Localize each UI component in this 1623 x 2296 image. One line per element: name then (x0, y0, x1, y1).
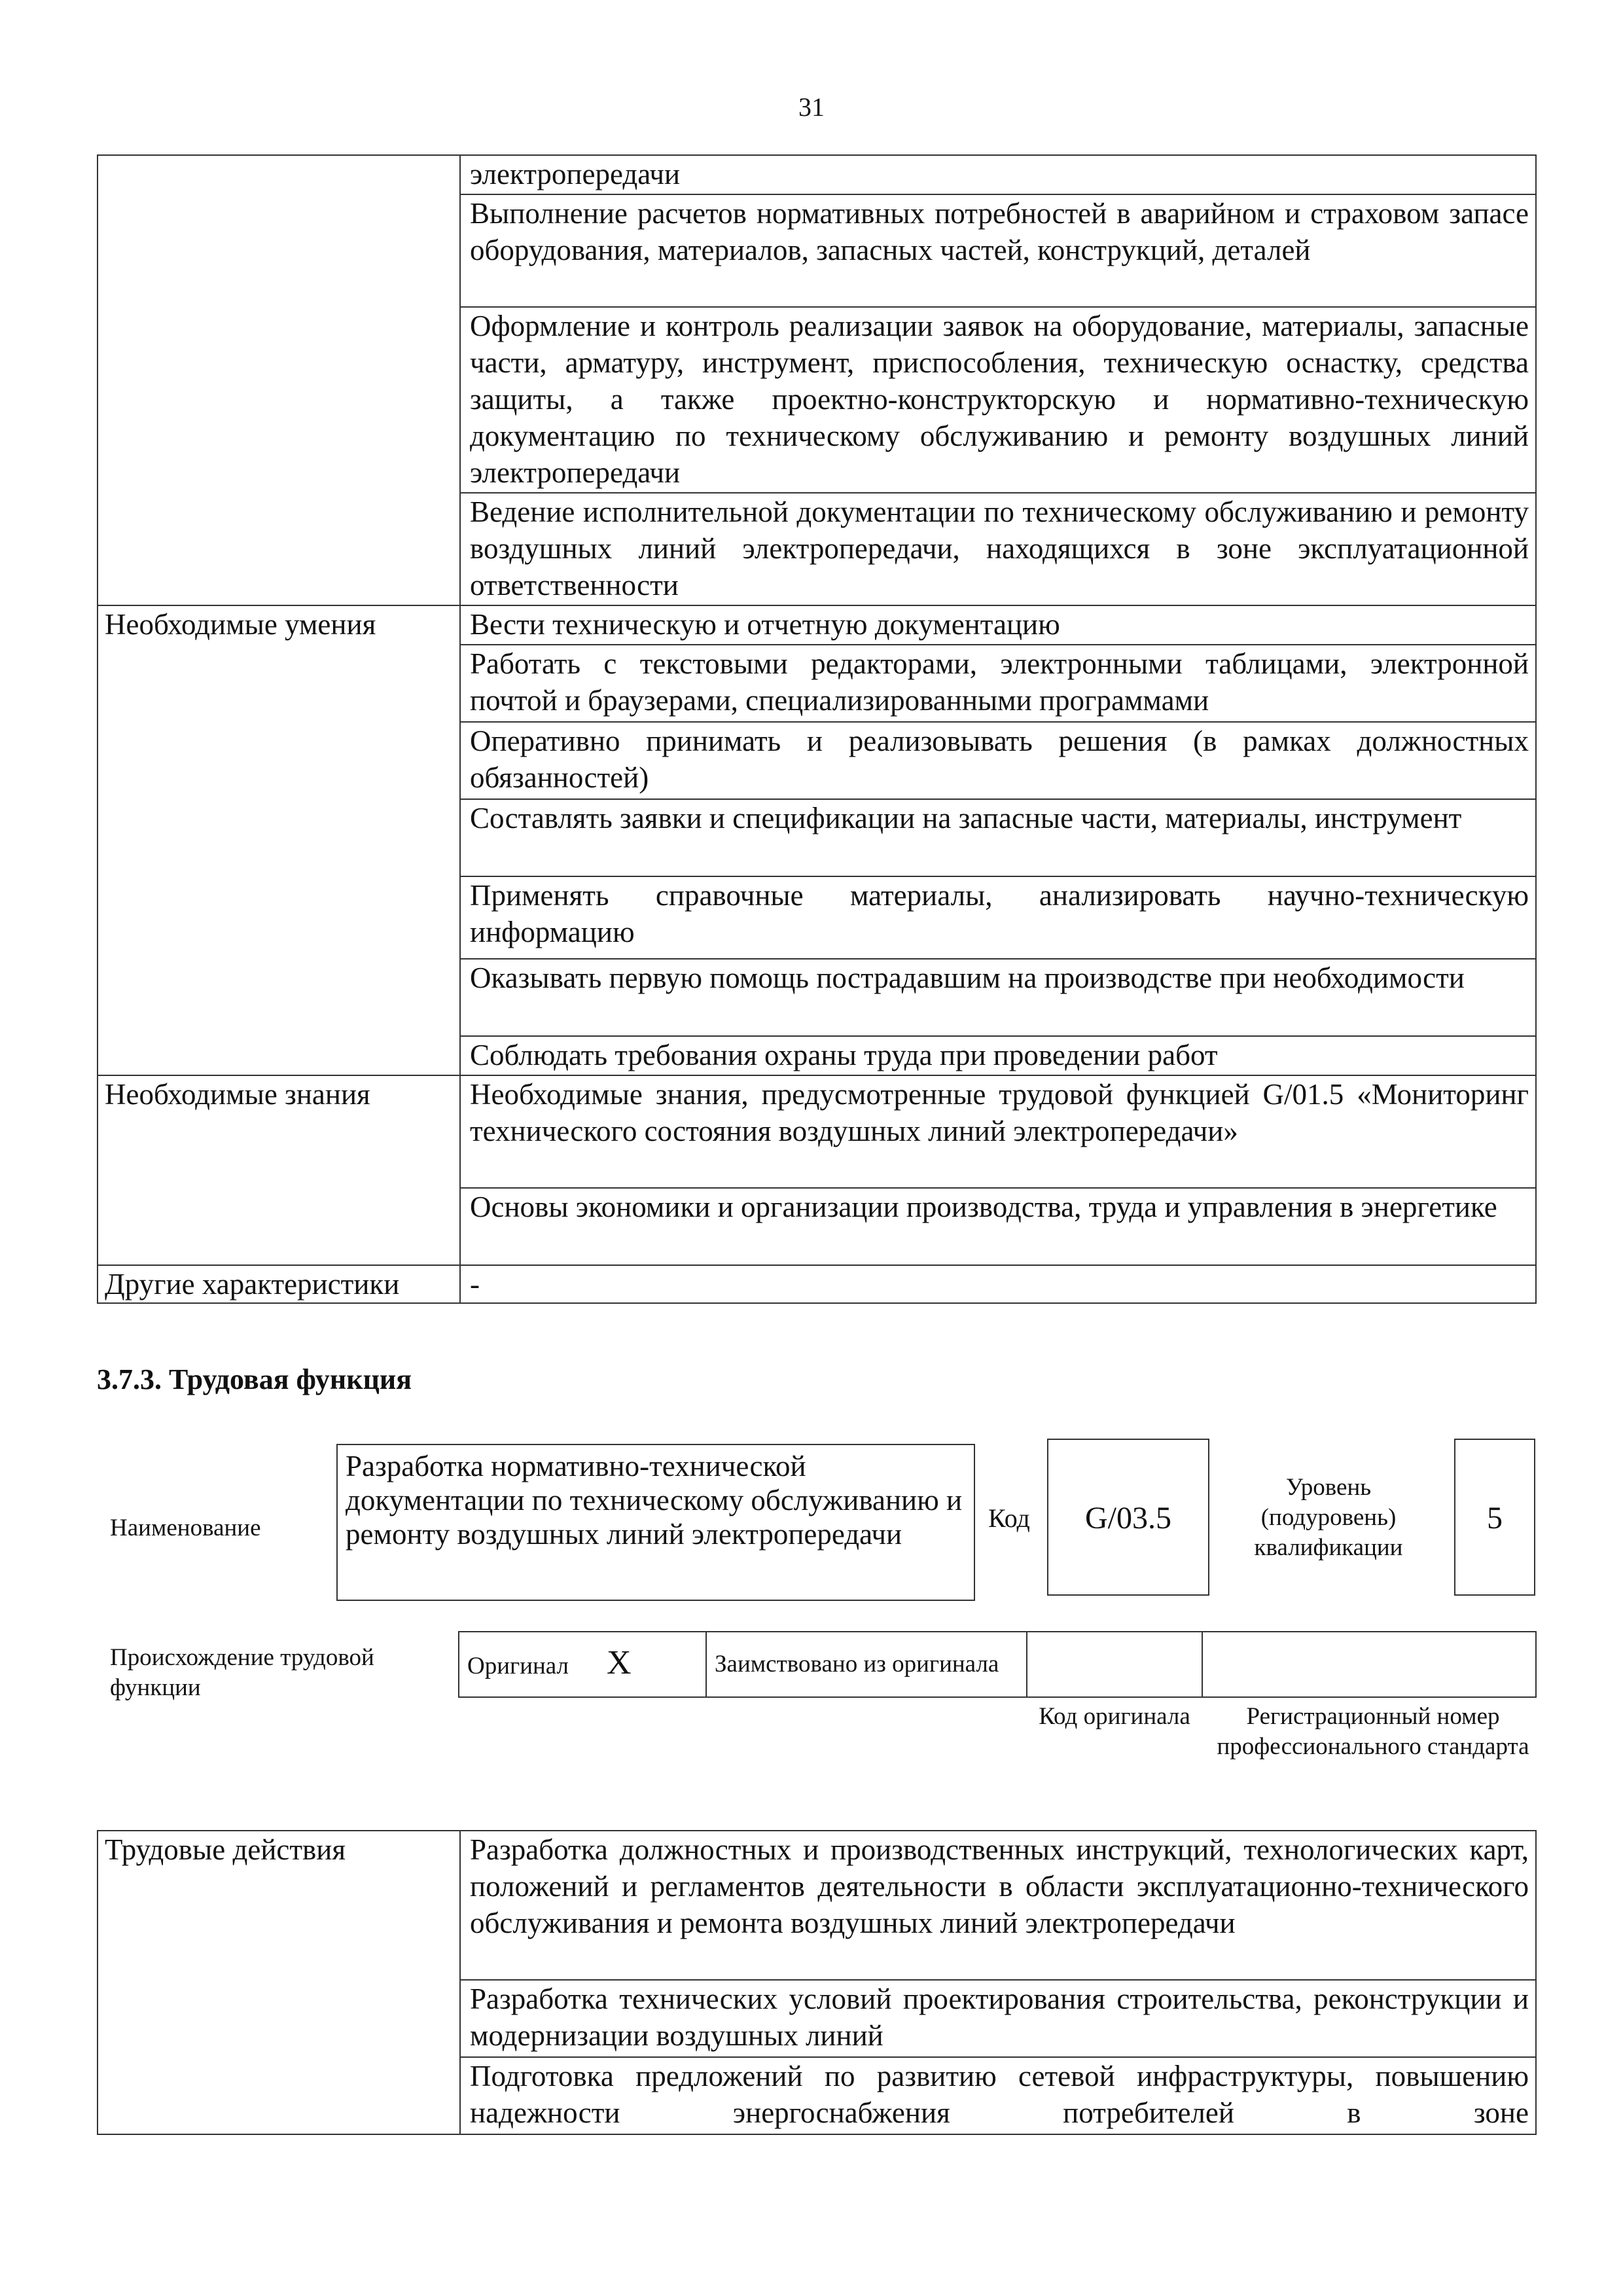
labor-actions-table (97, 1830, 1537, 2135)
origin-label: Происхождение трудовой функции (110, 1644, 374, 1701)
table-row (98, 1265, 1536, 1303)
table-cell: Применять справочные материалы, анализировать научно-техническую информацию (460, 876, 1536, 959)
origin-original-cell (459, 1632, 706, 1697)
table-cell: Ведение исполнительной документации по техническому обслуживанию и ремонту воздушных линий электропередачи, находящихся в зоне эксплуатационной ответственности (460, 493, 1536, 605)
table-row (98, 605, 1536, 645)
table-row (98, 1831, 1536, 1980)
row-label-actions: Трудовые действия (98, 1831, 460, 2134)
page-number: 31 (798, 92, 825, 122)
qualification-level-box: 5 (1454, 1439, 1535, 1596)
function-code-box: G/03.5 (1047, 1439, 1209, 1596)
table-cell: Выполнение расчетов нормативных потребностей в аварийном и страховом запасе оборудования, материалов, запасных частей, конструкций, деталей (460, 194, 1536, 307)
table-cell: Работать с текстовыми редакторами, электронными таблицами, электронной почтой и браузерами, специализированными программами (460, 645, 1536, 722)
row-label-skills: Необходимые умения (98, 605, 460, 1075)
table-cell: Составлять заявки и спецификации на запасные части, материалы, инструмент (460, 799, 1536, 876)
caption-code: Код оригинала (1039, 1703, 1190, 1730)
table-cell: Разработка должностных и производственных инструкций, технологических карт, положений и регламентов деятельности в области эксплуатационно-технического обслуживания и ремонта воздушных линий электропередачи (460, 1831, 1536, 1980)
origin-mark: X (607, 1643, 632, 1681)
table-cell: Основы экономики и организации производства, труда и управления в энергетике (460, 1188, 1536, 1265)
origin-original-label: Оригинал (467, 1652, 569, 1679)
function-name-box: Разработка нормативно-технической документации по техническому обслуживанию и ремонту воздушных линий электропередачи (336, 1444, 975, 1601)
table-cell: Соблюдать требования охраны труда при проведении работ (460, 1036, 1536, 1075)
origin-code-cell (1027, 1632, 1202, 1697)
table-row (459, 1632, 1536, 1697)
origin-borrowed-cell: Заимствовано из оригинала (706, 1632, 1027, 1697)
row-label (98, 155, 460, 605)
table-cell: Подготовка предложений по развитию сетевой инфраструктуры, повышению надежности энергоснабжения потребителей в зоне (460, 2057, 1536, 2134)
level-label: Уровень (подуровень) квалификации (1254, 1474, 1403, 1561)
caption-reg-number: Регистрационный номер профессионального стандарта (1217, 1703, 1529, 1760)
table-cell: - (460, 1265, 1536, 1303)
requirements-table (97, 154, 1537, 1304)
table-cell: Оказывать первую помощь пострадавшим на производстве при необходимости (460, 959, 1536, 1036)
table-row (98, 1075, 1536, 1188)
table-cell: Оперативно принимать и реализовывать решения (в рамках должностных обязанностей) (460, 722, 1536, 799)
name-label: Наименование (110, 1515, 261, 1541)
row-label-knowledge: Необходимые знания (98, 1075, 460, 1265)
table-cell: Оформление и контроль реализации заявок на оборудование, материалы, запасные части, арматуру, инструмент, приспособления, техническую оснастку, средства защиты, а также проектно-конструкторскую и нормативно-техническую документацию по техническому обслуживанию и ремонту воздушных линий электропередачи (460, 307, 1536, 493)
table-cell: электропередачи (460, 155, 1536, 194)
row-label-other: Другие характеристики (98, 1265, 460, 1303)
table-cell: Необходимые знания, предусмотренные трудовой функцией G/01.5 «Мониторинг технического состояния воздушных линий электропередачи» (460, 1075, 1536, 1188)
origin-table (458, 1631, 1537, 1698)
table-row (98, 155, 1536, 194)
table-cell: Разработка технических условий проектирования строительства, реконструкции и модернизации воздушных линий (460, 1980, 1536, 2057)
code-label: Код (988, 1503, 1030, 1533)
table-cell: Вести техническую и отчетную документацию (460, 605, 1536, 645)
origin-reg-cell (1202, 1632, 1536, 1697)
section-heading: 3.7.3. Трудовая функция (97, 1363, 412, 1395)
